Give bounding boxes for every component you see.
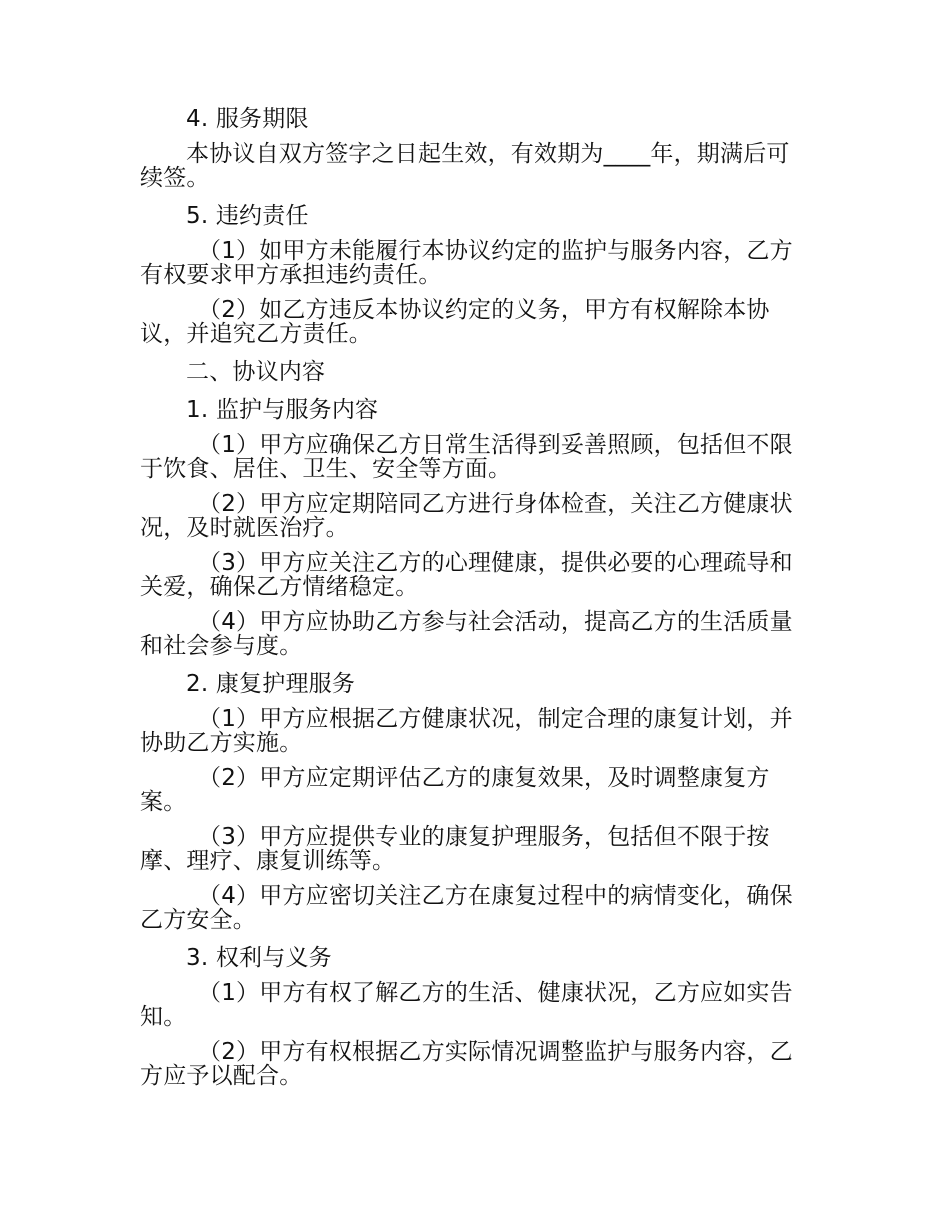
section-heading-breach: 5. 违约责任: [186, 203, 309, 229]
list-item-rehab-3: （3）甲方应提供专业的康复护理服务，包括但不限于按摩、理疗、康复训练等。: [140, 824, 770, 874]
paragraph-service-term: 本协议自双方签字之日起生效，有效期为____年，期满后可续签。: [140, 141, 790, 191]
section-heading-rehab: 2. 康复护理服务: [186, 671, 356, 697]
section-heading-agreement-content: 二、协议内容: [186, 359, 326, 385]
section-heading-service-term: 4. 服务期限: [186, 106, 309, 132]
list-item-rehab-1: （1）甲方应根据乙方健康状况，制定合理的康复计划，并协助乙方实施。: [140, 706, 793, 756]
list-item-breach-2: （2）如乙方违反本协议约定的义务，甲方有权解除本协议，并追究乙方责任。: [140, 297, 770, 347]
list-item-guardianship-1: （1）甲方应确保乙方日常生活得到妥善照顾，包括但不限于饮食、居住、卫生、安全等方面。: [140, 432, 793, 482]
list-item-rights-2: （2）甲方有权根据乙方实际情况调整监护与服务内容，乙方应予以配合。: [140, 1039, 793, 1089]
list-item-guardianship-4: （4）甲方应协助乙方参与社会活动，提高乙方的生活质量和社会参与度。: [140, 609, 793, 659]
document-body: [140, 104, 805, 1099]
list-item-rights-1: （1）甲方有权了解乙方的生活、健康状况，乙方应如实告知。: [140, 980, 793, 1030]
list-item-rehab-2: （2）甲方应定期评估乙方的康复效果，及时调整康复方案。: [140, 765, 770, 815]
list-item-breach-1: （1）如甲方未能履行本协议约定的监护与服务内容，乙方有权要求甲方承担违约责任。: [140, 238, 793, 288]
list-item-guardianship-3: （3）甲方应关注乙方的心理健康，提供必要的心理疏导和关爱，确保乙方情绪稳定。: [140, 550, 793, 600]
list-item-guardianship-2: （2）甲方应定期陪同乙方进行身体检查，关注乙方健康状况，及时就医治疗。: [140, 491, 793, 541]
list-item-rehab-4: （4）甲方应密切关注乙方在康复过程中的病情变化，确保乙方安全。: [140, 883, 793, 933]
section-heading-guardianship: 1. 监护与服务内容: [186, 397, 379, 423]
section-heading-rights: 3. 权利与义务: [186, 945, 332, 971]
